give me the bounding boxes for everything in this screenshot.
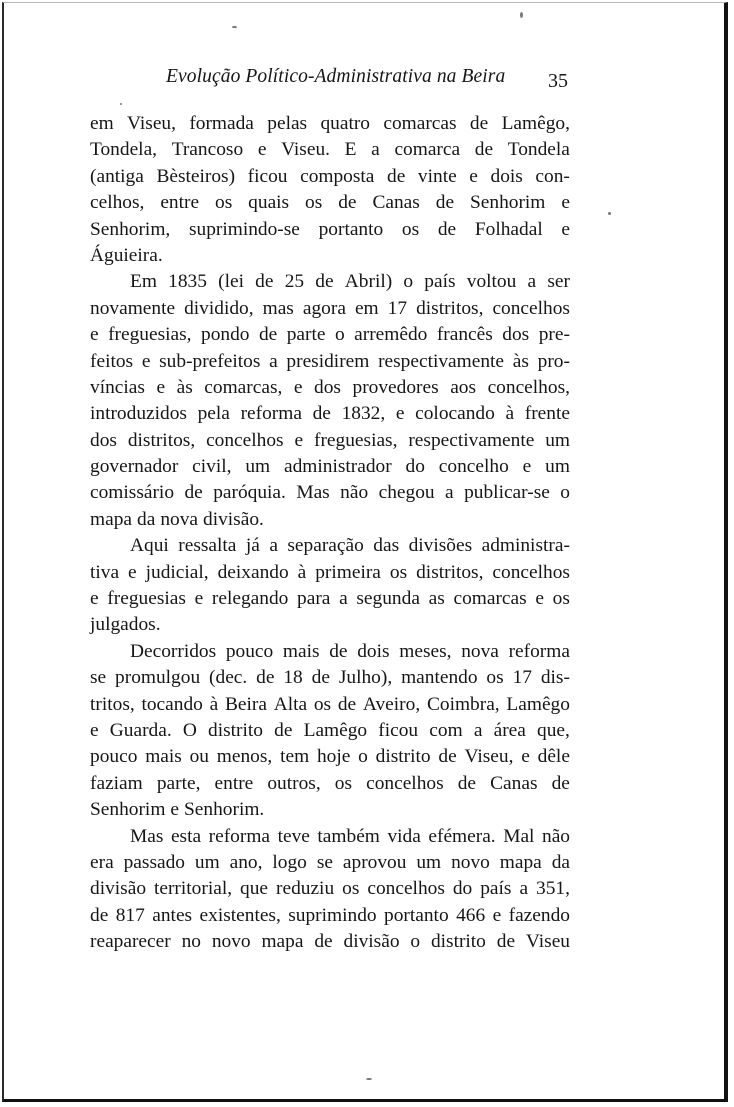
text-line: mapa da nova divisão. [90,508,264,530]
text-line: Aqui ressalta já a separação das divisões administra- [130,535,570,557]
text-line: tiva e judicial, deixando à primeira os distritos, concelhos [90,561,570,583]
text-line: Mas esta reforma teve também vida efémera. Mal não [130,825,570,847]
text-line: faziam parte, entre outros, os concelhos de Canas de [90,772,570,794]
text-line: dos distritos, concelhos e freguesias, respectivamente um [90,429,570,451]
text-line: introduzidos pela reforma de 1832, e colocando à frente [90,403,570,425]
scan-speck [608,212,611,215]
text-line: (antiga Bèsteiros) ficou composta de vinte e dois con- [90,165,570,187]
text-line: tritos, tocando à Beira Alta os de Aveiro, Coimbra, Lamêgo [90,693,570,715]
text-line: celhos, entre os quais os de Canas de Senhorim e [90,192,570,214]
text-line: e freguesias e relegando para a segunda as comarcas e os [90,588,570,610]
text-line: Decorridos pouco mais de dois meses, nova reforma [130,640,570,662]
text-line: divisão territorial, que reduziu os concelhos do país a 351, [90,878,570,900]
text-line: em Viseu, formada pelas quatro comarcas de Lamêgo, [90,113,570,134]
scan-speck [232,26,237,28]
page-number: 35 [548,70,568,92]
paragraph [90,533,570,639]
paragraph [90,111,570,269]
text-line: Senhorim, suprimindo-se portanto os de Folhadal e [90,218,570,240]
text-line: de 817 antes existentes, suprimindo portanto 466 e fazendo [90,904,570,926]
text-line: Senhorim e Senhorim. [90,799,265,821]
paragraph [90,269,570,533]
text-line: reaparecer no novo mapa de divisão o distrito de Viseu [90,931,570,953]
text-line: comissário de paróquia. Mas não chegou a publicar-se o [90,482,570,504]
text-line: e Guarda. O distrito de Lamêgo ficou com a área que, [90,719,570,741]
text-line: víncias e às comarcas, e dos provedores aos concelhos, [90,376,570,398]
scan-speck [366,1078,372,1080]
text-line: novamente dividido, mas agora em 17 distritos, concelhos [90,297,570,319]
text-line: Em 1835 (lei de 25 de Abril) o país voltou a ser [130,271,570,293]
scan-speck [120,103,122,105]
text-line: e freguesias, pondo de parte o arremêdo francês dos pre- [90,324,570,346]
text-line: se promulgou (dec. de 18 de Julho), mantendo os 17 dis- [90,667,570,689]
scan-speck [520,12,523,18]
paragraph [90,824,570,956]
running-head: Evolução Político-Administrativa na Beira [166,66,506,87]
text-line: era passado um ano, logo se aprovou um novo mapa da [90,851,570,873]
text-line: pouco mais ou menos, tem hoje o distrito de Viseu, e dêle [90,746,570,768]
text-line: Tondela, Trancoso e Viseu. E a comarca de Tondela [90,139,570,161]
text-line: governador civil, um administrador do concelho e um [90,456,570,478]
paragraph [90,639,570,824]
text-line: Águieira. [90,244,163,266]
text-line: feitos e sub-prefeitos a presidirem respectivamente às pro- [90,350,570,372]
body-text [90,111,570,956]
text-line: julgados. [90,614,161,636]
